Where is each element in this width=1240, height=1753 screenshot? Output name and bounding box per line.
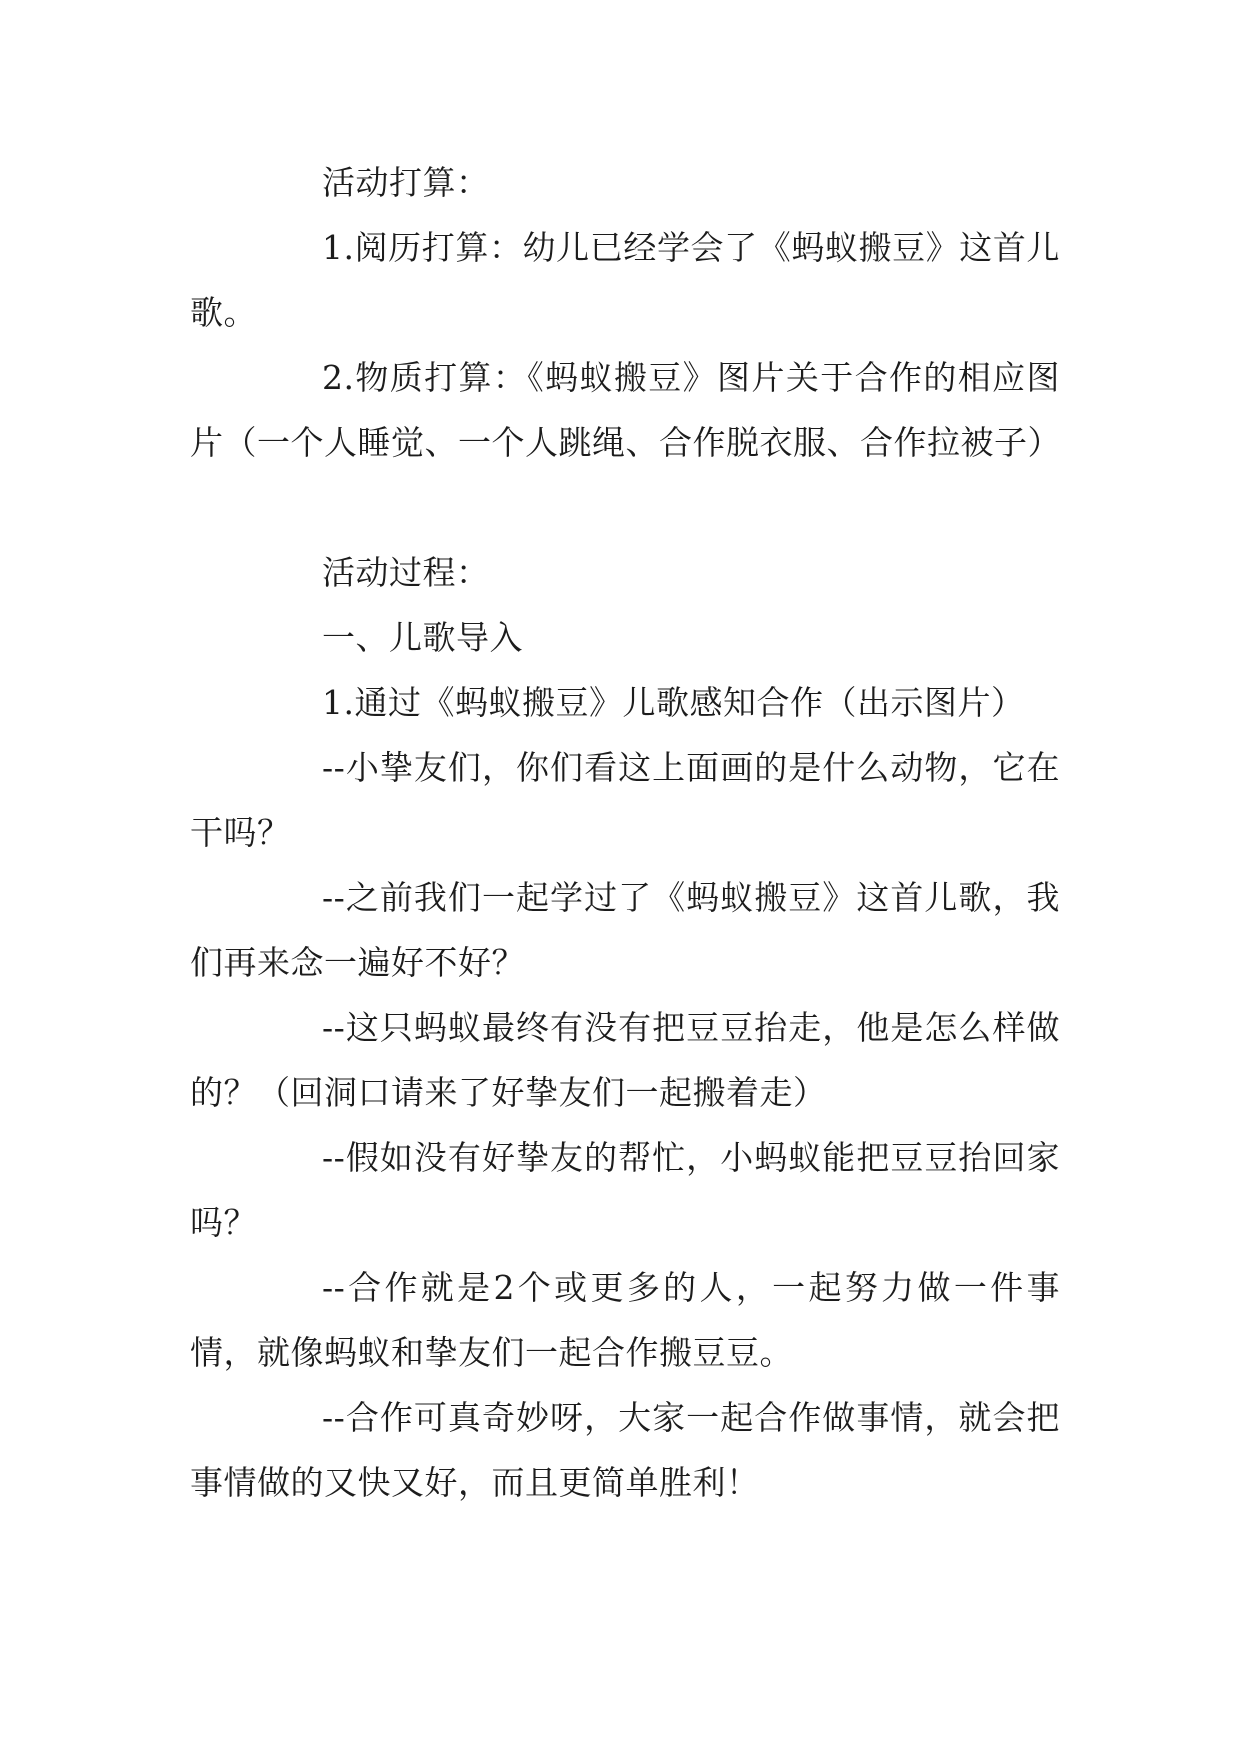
paragraph-question-3: --这只蚂蚁最终有没有把豆豆抬走，他是怎么样做的？（回洞口请来了好挚友们一起搬着走）: [190, 1008, 1060, 1112]
paragraph-material-preparation: 2.物质打算：《蚂蚁搬豆》图片关于合作的相应图片（一个人睡觉、一个人跳绳、合作脱衣服、合作拉被子）: [190, 358, 1061, 462]
paragraph-experience-preparation: 1.阅历打算：幼儿已经学会了《蚂蚁搬豆》这首儿歌。: [190, 228, 1060, 332]
document-body: [190, 150, 1060, 1515]
paragraph-definition: --合作就是2个或更多的人，一起努力做一件事情，就像蚂蚁和挚友们一起合作搬豆豆。: [190, 1268, 1060, 1372]
paragraph-question-4: --假如没有好挚友的帮忙，小蚂蚁能把豆豆抬回家吗？: [190, 1138, 1060, 1242]
paragraph-conclusion: --合作可真奇妙呀，大家一起合作做事情，就会把事情做的又快又好，而且更简单胜利！: [190, 1398, 1060, 1502]
subheading-song-intro: 一、儿歌导入: [322, 618, 523, 657]
paragraph-question-1: --小挚友们，你们看这上面画的是什么动物，它在干吗？: [190, 748, 1060, 852]
paragraph-question-2: --之前我们一起学过了《蚂蚁搬豆》这首儿歌，我们再来念一遍好不好？: [190, 878, 1060, 982]
section-heading-process: 活动过程：: [322, 553, 490, 592]
paragraph-step-1: 1.通过《蚂蚁搬豆》儿歌感知合作（出示图片）: [322, 683, 1025, 722]
section-heading-preparation: 活动打算：: [322, 163, 490, 202]
blank-line: [190, 475, 1060, 540]
